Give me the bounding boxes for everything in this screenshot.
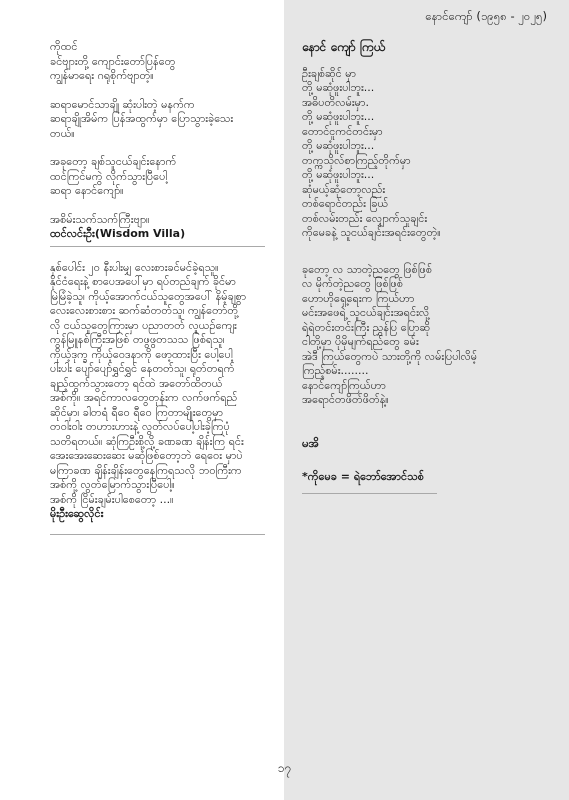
poem-line: တက္ကသိုလ်စာကြည့်တိုက်မှာ [302,153,411,167]
poem-line: တို့ မဆုံဖူးပါဘူး... [302,81,375,94]
text-line: ဆရာချိုအိမ်က ပြန်အထွက်မှာ ပြောသွားခဲ့သေး [50,112,234,125]
poem-line: ရဲရဲတင်းတင်းကြီး ညွှန်ပြ ပြောဆို [302,320,431,334]
poem-line: ဆုံမယ့်ဆုံတော့လည်း [302,182,386,196]
text-line: တဝါးဝါး တဟားဟားနဲ့ လွတ်လပ်ပေါ့ပါးခဲ့ကြပုံ [50,420,230,433]
poem-stanza-1 [302,67,547,241]
text-line: မကြာခဏ ချိန်းချိန်းတွေနေကြရသလို ဘဝကြီးက [50,463,242,477]
text-line: ခင်ဗျားတို့ ကျောင်းတော်ပြန်တွေ [50,54,176,68]
text-line: အစ်ကို ငြိမ်းချမ်းပါစေတော့ ...။ [50,492,174,506]
divider [50,246,265,247]
poem-line: အဓိပတိလမ်းမှာ. [302,95,369,109]
tribute-block-3 [50,155,265,199]
poem-stanza-2 [302,263,547,408]
poem-line: ငါတို့မှာ ပိုမိုမျက်ရည်တွေ ခမ်း [302,335,419,348]
text-line: မြဲမြံခဲ့သူ၊ ကိုယ့်အောက်ငယ်သူတွေအပေါ် နိမ့်ချစွာ [50,289,247,303]
text-line: ဆရာ နောင်ကျော်။ [50,184,124,197]
text-line: ဆိုင်မှာ၊ ခါတရံ ရီဝေ ရီဝေ ကြတာမျိုးတွေမှာ [50,405,224,419]
text-line: ဆရာမောင်သာချို ဆုံးပါးတဲ့ မနက်က [50,97,195,111]
text-line: ပါးပါး ပျော်ပျော်ရွှင်ရွှင် နေတတ်သူ၊ ရုတ်တရက် [50,362,235,375]
tribute-block-1 [50,40,265,84]
poem-line: ခုတော့ လ သာတဲ့ညတွေ ဖြစ်ဖြစ် [302,262,433,276]
text-line: ချည့်ထွက်သွားတော့ ရင်ထဲ အတော်ထိတယ် [50,376,223,390]
poem-line: ကြည့်စမ်း........ [302,364,369,377]
text-line: နှစ်ပေါင်း ၂၀ နီးပါးမျှ လေးစားခင်မင်ခဲ့ရသူ။ [50,260,219,274]
poem-line: လ မိုက်တဲ့ညတွေ ဖြစ်ဖြစ် [302,277,404,290]
author-signature: ထင်လင်းဦး(Wisdom Villa) [50,227,186,240]
poem-line: တစ်လမ်းတည်း လျှောက်သူချင်း [302,211,428,225]
page-number: ၁၇ [277,761,292,775]
text-line: သတိရတယ်။ ဆုံကြဦးစို့လို့ ခဏခဏ ချိန်းကြ ရင်း [50,434,244,448]
text-line: အစ်ကို့ လွတ်မြောက်သွားပြီပေါ့။ [50,478,175,491]
poet-name: မအိ [302,435,320,450]
text-line: အေးအေးဆေးဆေး မဆုံဖြစ်တော့ဘဲ ရေဝေး မှာပဲ [50,449,243,462]
right-column [302,40,547,494]
text-line: နိုင်ငံရေးနဲ့ စာပေအပေါ်မှာ ရပ်တည်ချက် ခိုင်မာ [50,275,236,288]
poem-line: တို့ မဆုံဖူးပါဘူး... [302,110,375,123]
tribute-block-2 [50,98,265,142]
text-line: လေးလေးစားစား ဆက်ဆံတတ်သူ၊ ကျွန်တော်တို့ [50,304,239,317]
poem-line: မင်းအဖေရဲ့ သူငယ်ချင်းအရင်းလို့ [302,306,430,319]
poem-line: တို့ မဆုံဖူးပါဘူး... [302,139,375,152]
text-line: ကိုယ့်ဒုက္ခ ကိုယ့်ဝေဒနာကို ဖော့ထားပြီး ပေါ့ပေါ့ [50,347,233,361]
poem-line: အရောင်တဖိတ်ဖိတ်နဲ့။ [302,393,389,406]
footnote: *ကိုမေခ = ရဲဘော်အောင်သစ် [302,470,424,483]
poem-line: တစ်ရောင်တည်း ခြယ် [302,197,389,210]
text-line: လို ငယ်သူတွေကြားမှာ ပညာတတ် လူယဉ်ကျေး [50,318,237,332]
text-line: ကျွန်မာရေး ဂရုစိုက်ဗျာတဲ့။ [50,69,154,82]
poem-line: အဲဒီ ကြယ်တွေကပဲ သားတို့ကို လမ်းပြပါလိမ့် [302,349,478,363]
divider [302,493,437,494]
text-line: ထင်ကြင်မကွဲ လိုက်သွားပြီပေါ့ [50,169,168,183]
tribute-paragraph [50,261,265,508]
text-line: အစ်ကို။ အရင်ကာလတွေတုန်းက လက်ဖက်ရည် [50,391,238,404]
left-column [50,40,265,549]
text-line: အခုတော့ ချစ်သူငယ်ချင်းနောက် [50,155,177,168]
text-line: ကိုထင် [50,40,78,53]
text-line: ကွန်မြူနစ်ကြီးအဖြစ် တဖွဖွတသသ ဖြစ်ရသူ၊ [50,333,225,346]
poem-line: တောင်ငူကင်တင်းမှာ [302,124,383,138]
running-header: နောင်ကျော် (၁၉၅၈ - ၂၀၂၅) [425,9,547,23]
text-line: တယ်။ [50,126,75,140]
poem-line: ကိုမေခနဲ့ သူငယ်ချင်းအရင်းတွေတဲ့။ [302,226,441,239]
poem-line: နောင်ကျော်ကြယ်ဟာ [302,378,386,392]
author-signature: မိုးဦးဆွေလိုင်း [50,507,104,520]
poem-line: ဟောဟိုရှေ့ရေးက ကြယ်ဟာ [302,291,415,305]
text-line: အစိမ်းသက်သက်ကြီးဗျာ။ [50,212,150,226]
divider [50,534,265,535]
poem-line: ဦးချစ်ဆိုင် မှာ [302,66,357,80]
poem-title: နောင် ကျော် ကြယ် [302,40,386,54]
poem-line: တို့ မဆုံဖူးပါဘူး... [302,168,375,181]
